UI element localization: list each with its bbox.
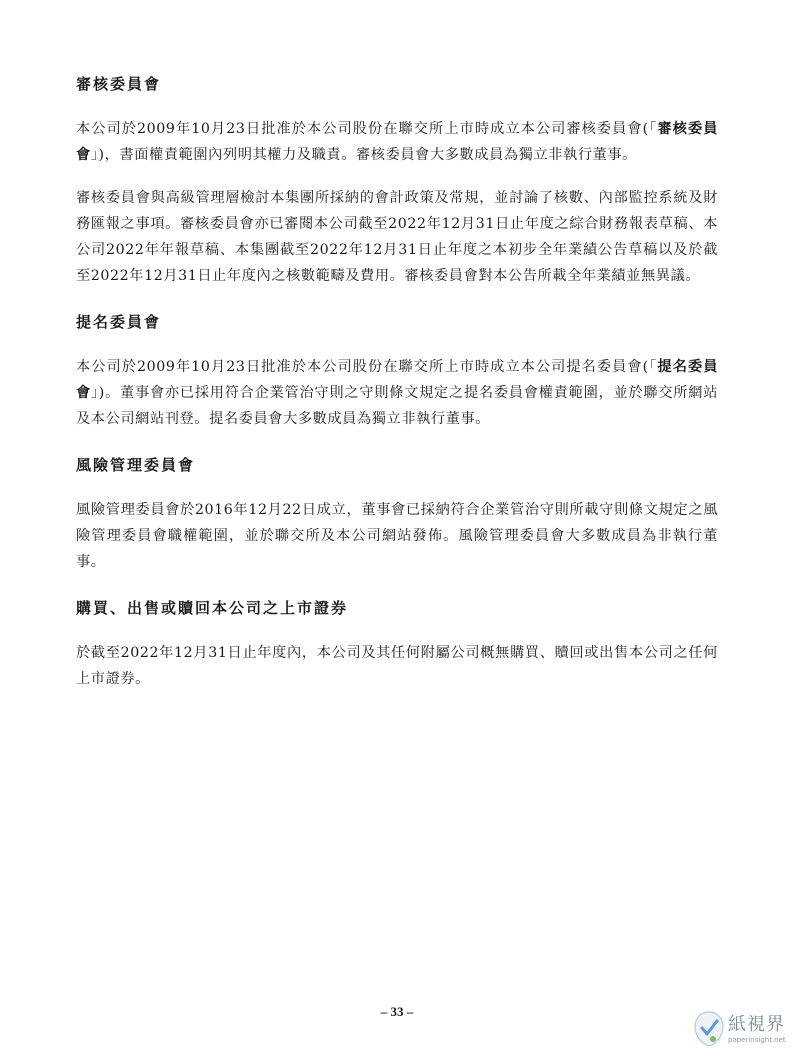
audit-committee-paragraph-1: [76, 116, 718, 168]
section-heading-risk-management-committee: 風險管理委員會: [76, 456, 196, 474]
paperinsight-logo-icon: [692, 1010, 726, 1048]
section-heading-listed-securities: 購買、出售或贖回本公司之上市證券: [76, 599, 349, 617]
watermark-subtext: paperinsight.net: [728, 1036, 786, 1044]
paragraph-text: 本公司於2009年10月23日批准於本公司股份在聯交所上市時成立本公司提名委員會(「: [76, 359, 658, 375]
watermark-text: 紙視界: [728, 1014, 785, 1035]
risk-management-committee-paragraph-1: 風險管理委員會於2016年12月22日成立，董事會已採納符合企業管治守則所載守則條文規定之風險管理委員會職權範圍，並於聯交所及本公司網站發佈。風險管理委員會大多數成員為非執行董事。: [76, 502, 718, 570]
nomination-committee-paragraph-1: [76, 354, 718, 432]
audit-committee-paragraph-2: 審核委員會與高級管理層檢討本集團所採納的會計政策及常規，並討論了核數、內部監控系統及財務匯報之事項。審核委員會亦已審閱本公司截至2022年12月31日止年度之綜合財務報表草稿、本公司2022年年報草稿、本集團截至2022年12月31日止年度之本初步全年業績公告草稿以及於截至2022年12月31日止年度內之核數範疇及費用。審核委員會對本公告所載全年業績並無異議。: [76, 190, 718, 284]
section-heading-nomination-committee: 提名委員會: [76, 313, 162, 331]
defined-term: 提名委員會: [76, 359, 718, 401]
document-body: [76, 70, 718, 692]
paragraph-text: 本公司於2009年10月23日批准於本公司股份在聯交所上市時成立本公司審核委員會(「: [76, 121, 658, 137]
page-number: – 33 –: [380, 1004, 414, 1019]
listed-securities-paragraph-1: 於截至2022年12月31日止年度內，本公司及其任何附屬公司概無購買、贖回或出售本公司之任何上市證券。: [76, 645, 718, 687]
watermark: [688, 1004, 788, 1054]
section-heading-audit-committee: 審核委員會: [76, 75, 162, 93]
paragraph-text: 」)，書面權責範圍內列明其權力及職責。審核委員會大多數成員為獨立非執行董事。: [90, 147, 637, 163]
paragraph-text: 」)。董事會亦已採用符合企業管治守則之守則條文規定之提名委員會權責範圍，並於聯交所網站及本公司網站刊登。提名委員會大多數成員為獨立非執行董事。: [76, 385, 718, 427]
defined-term: 審核委員會: [76, 121, 718, 163]
